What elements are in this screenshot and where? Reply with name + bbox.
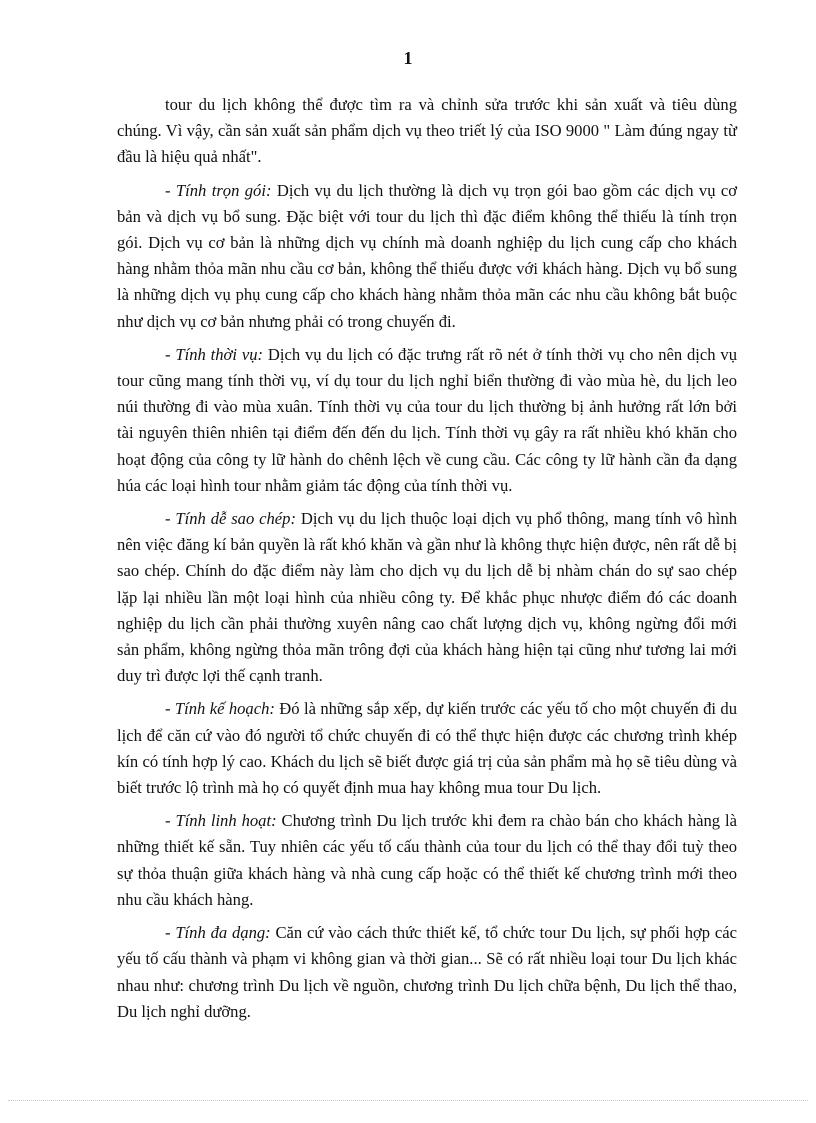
paragraph-tinh-da-dang [117, 920, 737, 1025]
paragraph-tinh-tron-goi [117, 178, 737, 335]
paragraph-lead: - Tính trọn gói: [165, 180, 272, 200]
paragraph-text: Căn cứ vào cách thức thiết kế, tổ chức tour Du lịch, sự phối hợp các yếu tố cấu thành và phạm vi không gian và thời gian... Sẽ có rất nhiều loại tour Du lịch khác nhau như: chương trình Du lịch về nguồn, chương trình Du lịch chữa bệnh, Du lịch thể thao, Du lịch nghỉ dưỡng. [117, 923, 737, 1021]
paragraph-continuation [117, 92, 737, 171]
paragraph-tinh-linh-hoat [117, 808, 737, 913]
document-body [117, 92, 737, 1032]
paragraph-text: Chương trình Du lịch trước khi đem ra chào bán cho khách hàng là những thiết kế sẵn. Tuy nhiên các yếu tố cấu thành của tour du lịch có thể thay đổi tuỳ theo sự thỏa thuận giữa khách hàng và nhà cung cấp hoặc có thể thiết kế chương trình mới theo nhu cầu khách hàng. [117, 811, 738, 909]
paragraph-lead: - Tính dễ sao chép: [165, 509, 296, 529]
paragraph-text: Dịch vụ du lịch có đặc trưng rất rõ nét ở tính thời vụ cho nên dịch vụ tour cũng mang tính thời vụ, ví dụ tour du lịch nghỉ biển thường đi vào mùa hè, du lịch leo núi thường đi vào mùa xuân. Tính thời vụ của tour du lịch thường bị ảnh hưởng rất lớn bởi tài nguyên thiên nhiên tại điểm đến đến du lịch. Tính thời vụ gây ra rất nhiều khó khăn cho hoạt động của công ty lữ hành do chênh lệch về cung cầu. Các công ty lữ hành cần đa dạng húa các loại hình tour nhằm giảm tác động của tính thời vụ. [117, 344, 738, 495]
paragraph-lead: - Tính linh hoạt: [165, 811, 277, 831]
paragraph-text: Dịch vụ du lịch thuộc loại dịch vụ phổ thông, mang tính vô hình nên việc đăng kí bản quyền là rất khó khăn và gần như là không thực hiện được, nên rất dễ bị sao chép. Chính do đặc điểm này làm cho dịch vụ du lịch dễ bị nhàm chán do sự sao chép lặp lại nhiều lần một loại hình của nhiều công ty. Để khắc phục nhược điểm đó các doanh nghiệp du lịch cần phải thường xuyên nâng cao chất lượng dịch vụ, không ngừng đổi mới sản phẩm, không ngừng thỏa mãn trông đợi của khách hàng hiện tại cũng như tương lai mới duy trì được lợi thế cạnh tranh. [117, 509, 737, 686]
paragraph-tinh-de-sao-chep [117, 506, 737, 689]
paragraph-text: Dịch vụ du lịch thường là dịch vụ trọn gói bao gồm các dịch vụ cơ bản và dịch vụ bổ sung. Đặc biệt với tour du lịch thì đặc điểm không thể thiếu là tính trọn gói. Dịch vụ cơ bản là những dịch vụ chính mà doanh nghiệp du lịch cung cấp cho khách hàng nhằm thỏa mãn nhu cầu cơ bản, không thể thiếu được với khách hàng. Dịch vụ bổ sung là những dịch vụ phụ cung cấp cho khách hàng nhằm thỏa mãn các nhu cầu không bắt buộc như dịch vụ cơ bản nhưng phải có trong chuyến đi. [117, 180, 738, 331]
paragraph-tinh-thoi-vu [117, 342, 737, 499]
page-number: 1 [403, 48, 413, 68]
paragraph-tinh-ke-hoach [117, 696, 737, 801]
paragraph-text: Đó là những sắp xếp, dự kiến trước các yếu tố cho một chuyến đi du lịch để căn cứ vào đó người tổ chức chuyến đi có thể thực hiện được các chương trình khép kín có tính hợp lý cao. Khách du lịch sẽ biết được giá trị của sản phẩm mà họ sẽ tiêu dùng và biết trước lộ trình mà họ có quyết định mua hay không mua tour Du lịch. [117, 699, 737, 798]
paragraph-lead: - Tính kế hoạch: [165, 699, 275, 719]
paragraph-text: tour du lịch không thể được tìm ra và chỉnh sửa trước khi sản xuất và tiêu dùng chúng. Vì vậy, cần sản xuất sản phẩm dịch vụ theo triết lý của ISO 9000 " Làm đúng ngay từ đầu là hiệu quả nhất". [117, 95, 737, 167]
paragraph-lead: - Tính thời vụ: [165, 344, 264, 364]
page-bottom-divider [8, 1100, 808, 1101]
paragraph-lead: - Tính đa dạng: [165, 923, 271, 943]
